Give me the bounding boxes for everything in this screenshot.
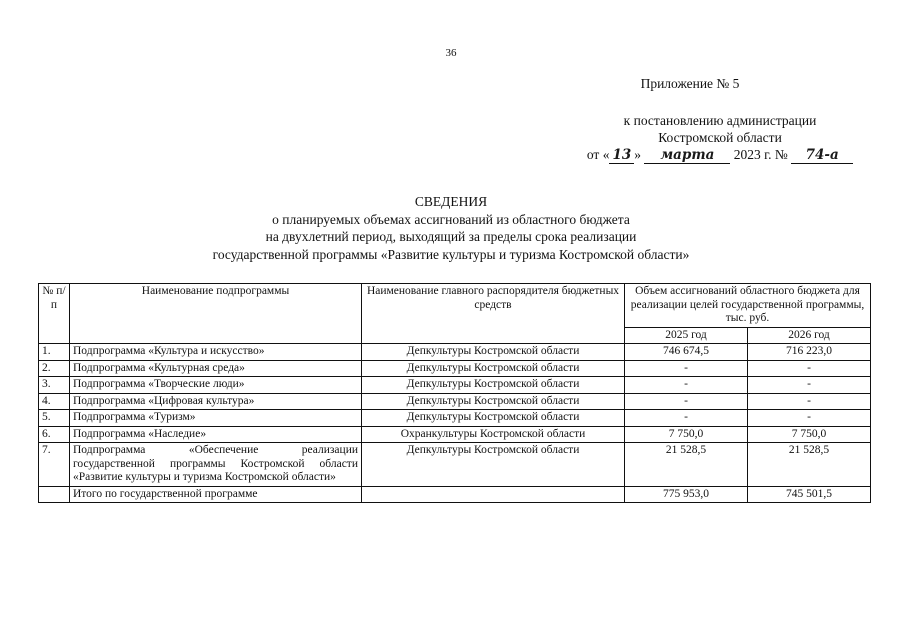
date-mid: »	[634, 147, 641, 162]
row-value-2026: -	[748, 377, 871, 394]
row-manager: Депкультуры Костромской области	[362, 443, 625, 487]
table-row	[39, 410, 871, 427]
row-subprogram: Подпрограмма «Обеспечение реализации государственной программы Костромской области «Развитие культуры и туризма Костромской области»	[70, 443, 362, 487]
page-number: 36	[445, 47, 457, 59]
year-text: 2023 г. №	[733, 147, 788, 162]
table-row	[39, 426, 871, 443]
row-value-2026: 21 528,5	[748, 443, 871, 487]
header-year-2025: 2025 год	[625, 327, 748, 344]
row-value-2026: -	[748, 360, 871, 377]
handwritten-day: 13	[609, 148, 634, 164]
title-line-1: о планируемых объемах ассигнований из областного бюджета	[272, 211, 630, 227]
row-value-2025: 746 674,5	[625, 344, 748, 361]
row-manager: Депкультуры Костромской области	[362, 360, 625, 377]
table-row	[39, 360, 871, 377]
row-manager: Депкультуры Костромской области	[362, 410, 625, 427]
reference-line-1: к постановлению администрации	[623, 113, 817, 128]
table-total-row	[39, 486, 871, 503]
row-value-2025: -	[625, 360, 748, 377]
row-num: 5.	[39, 410, 70, 427]
reference-line-2: Костромской области	[658, 130, 782, 145]
appropriations-table	[38, 283, 871, 503]
row-num: 7.	[39, 443, 70, 487]
header-num: № п/п	[39, 284, 70, 344]
header-manager: Наименование главного распорядителя бюджетных средств	[362, 284, 625, 344]
header-volume: Объем ассигнований областного бюджета для реализации целей государственной программы, тыс. руб.	[625, 284, 871, 328]
row-manager: Охранкультуры Костромской области	[362, 426, 625, 443]
reference-date-line	[560, 146, 880, 164]
total-num-cell	[39, 486, 70, 503]
title-line-3: государственной программы «Развитие культуры и туризма Костромской области»	[212, 246, 690, 262]
handwritten-number: 74-а	[791, 148, 853, 164]
row-manager: Депкультуры Костромской области	[362, 377, 625, 394]
document-title	[0, 193, 902, 263]
table-row	[39, 393, 871, 410]
appendix-label: Приложение № 5	[640, 76, 740, 91]
header-subprogram: Наименование подпрограммы	[70, 284, 362, 344]
row-value-2025: -	[625, 377, 748, 394]
row-num: 6.	[39, 426, 70, 443]
row-value-2026: -	[748, 393, 871, 410]
row-value-2025: 7 750,0	[625, 426, 748, 443]
row-subprogram: Подпрограмма «Культура и искусство»	[70, 344, 362, 361]
total-manager-cell	[362, 486, 625, 503]
table-header-row	[39, 284, 871, 328]
row-subprogram: Подпрограмма «Культурная среда»	[70, 360, 362, 377]
table-row	[39, 377, 871, 394]
row-value-2025: 21 528,5	[625, 443, 748, 487]
row-subprogram: Подпрограмма «Наследие»	[70, 426, 362, 443]
total-label: Итого по государственной программе	[70, 486, 362, 503]
row-value-2026: 716 223,0	[748, 344, 871, 361]
row-num: 1.	[39, 344, 70, 361]
title-heading: СВЕДЕНИЯ	[414, 194, 488, 209]
table-row	[39, 443, 871, 487]
row-manager: Депкультуры Костромской области	[362, 393, 625, 410]
row-manager: Депкультуры Костромской области	[362, 344, 625, 361]
row-value-2025: -	[625, 410, 748, 427]
row-value-2026: 7 750,0	[748, 426, 871, 443]
header-year-2026: 2026 год	[748, 327, 871, 344]
total-value-2026: 745 501,5	[748, 486, 871, 503]
row-num: 3.	[39, 377, 70, 394]
title-line-2: на двухлетний период, выходящий за пределы срока реализации	[265, 229, 637, 244]
row-subprogram: Подпрограмма «Туризм»	[70, 410, 362, 427]
date-prefix: от «	[586, 147, 610, 162]
row-num: 2.	[39, 360, 70, 377]
resolution-reference	[560, 112, 880, 164]
row-value-2026: -	[748, 410, 871, 427]
total-value-2025: 775 953,0	[625, 486, 748, 503]
row-num: 4.	[39, 393, 70, 410]
row-subprogram: Подпрограмма «Цифровая культура»	[70, 393, 362, 410]
handwritten-month: марта	[644, 148, 730, 164]
row-value-2025: -	[625, 393, 748, 410]
row-subprogram: Подпрограмма «Творческие люди»	[70, 377, 362, 394]
table-row	[39, 344, 871, 361]
